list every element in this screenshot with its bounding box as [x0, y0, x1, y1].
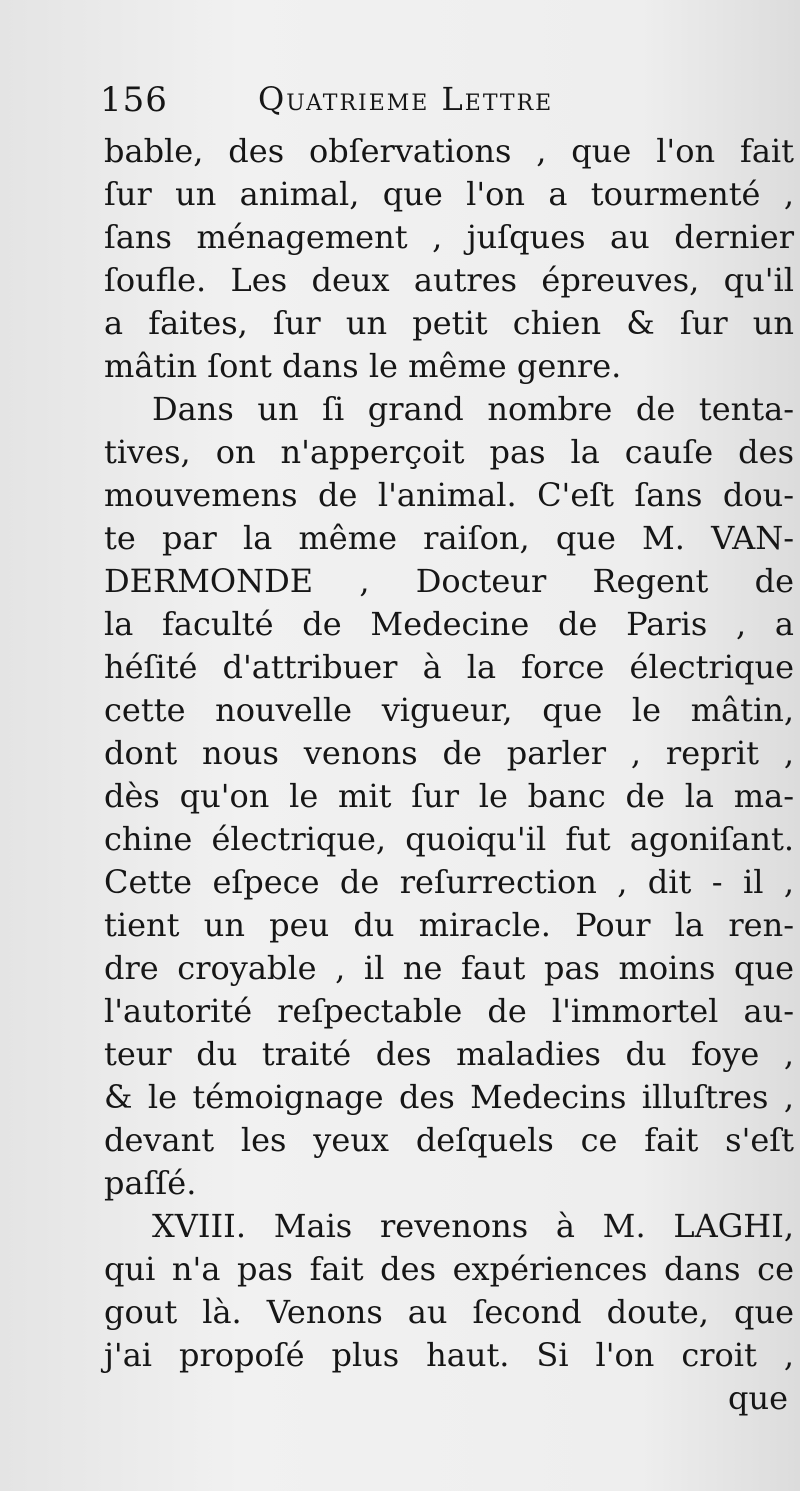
page-number: 156	[100, 80, 168, 120]
text-line: mouvemens de l'animal. C'eſt ſans dou-	[104, 476, 794, 514]
text-line: ſoufle. Les deux autres épreuves, qu'il	[104, 261, 794, 299]
text-line: chine électrique, quoiqu'il fut agoniſant.	[104, 820, 794, 858]
text-line: ſur un animal, que l'on a tourmenté ,	[104, 175, 794, 213]
text-line: qui n'a pas fait des expériences dans ce	[104, 1250, 794, 1288]
text-line: paſſé.	[104, 1164, 197, 1202]
text-line: cette nouvelle vigueur, que le mâtin,	[104, 691, 794, 729]
text-line: l'autorité reſpectable de l'immortel au-	[104, 992, 794, 1030]
text-line: & le témoignage des Medecins illuſtres ,	[104, 1078, 794, 1116]
text-line: j'ai propoſé plus haut. Si l'on croit ,	[104, 1336, 794, 1374]
running-head: Quatrieme Lettre	[258, 80, 554, 118]
text-line: mâtin ſont dans le même genre.	[104, 347, 622, 385]
text-line: te par la même raiſon, que M. VAN-	[104, 519, 794, 557]
catchword: que	[727, 1379, 788, 1417]
text-line: tives, on n'apperçoit pas la cauſe des	[104, 433, 794, 471]
text-line: héſité d'attribuer à la force électrique	[104, 648, 794, 686]
text-line: dont nous venons de parler , reprit ,	[104, 734, 794, 772]
text-line: la faculté de Medecine de Paris , a	[104, 605, 794, 643]
text-line: teur du traité des maladies du foye ,	[104, 1035, 794, 1073]
page-header	[100, 74, 700, 130]
text-line: XVIII. Mais revenons à M. LAGHI,	[152, 1207, 794, 1245]
text-line: devant les yeux deſquels ce fait s'eſt	[104, 1121, 794, 1159]
text-line: a faites, ſur un petit chien & ſur un	[104, 304, 794, 342]
text-line: dre croyable , il ne faut pas moins que	[104, 949, 794, 987]
text-line: Dans un ſi grand nombre de tenta-	[152, 390, 794, 428]
text-line: tient un peu du miracle. Pour la ren-	[104, 906, 794, 944]
text-line: ſans ménagement , juſques au dernier	[104, 218, 794, 256]
body-text	[104, 130, 794, 1420]
text-line: DERMONDE , Docteur Regent de	[104, 562, 794, 600]
text-line: gout là. Venons au ſecond doute, que	[104, 1293, 794, 1331]
text-line: bable, des obſervations , que l'on fait	[104, 132, 794, 170]
text-line: dès qu'on le mit ſur le banc de la ma-	[104, 777, 794, 815]
text-line: Cette eſpece de reſurrection , dit - il ,	[104, 863, 794, 901]
